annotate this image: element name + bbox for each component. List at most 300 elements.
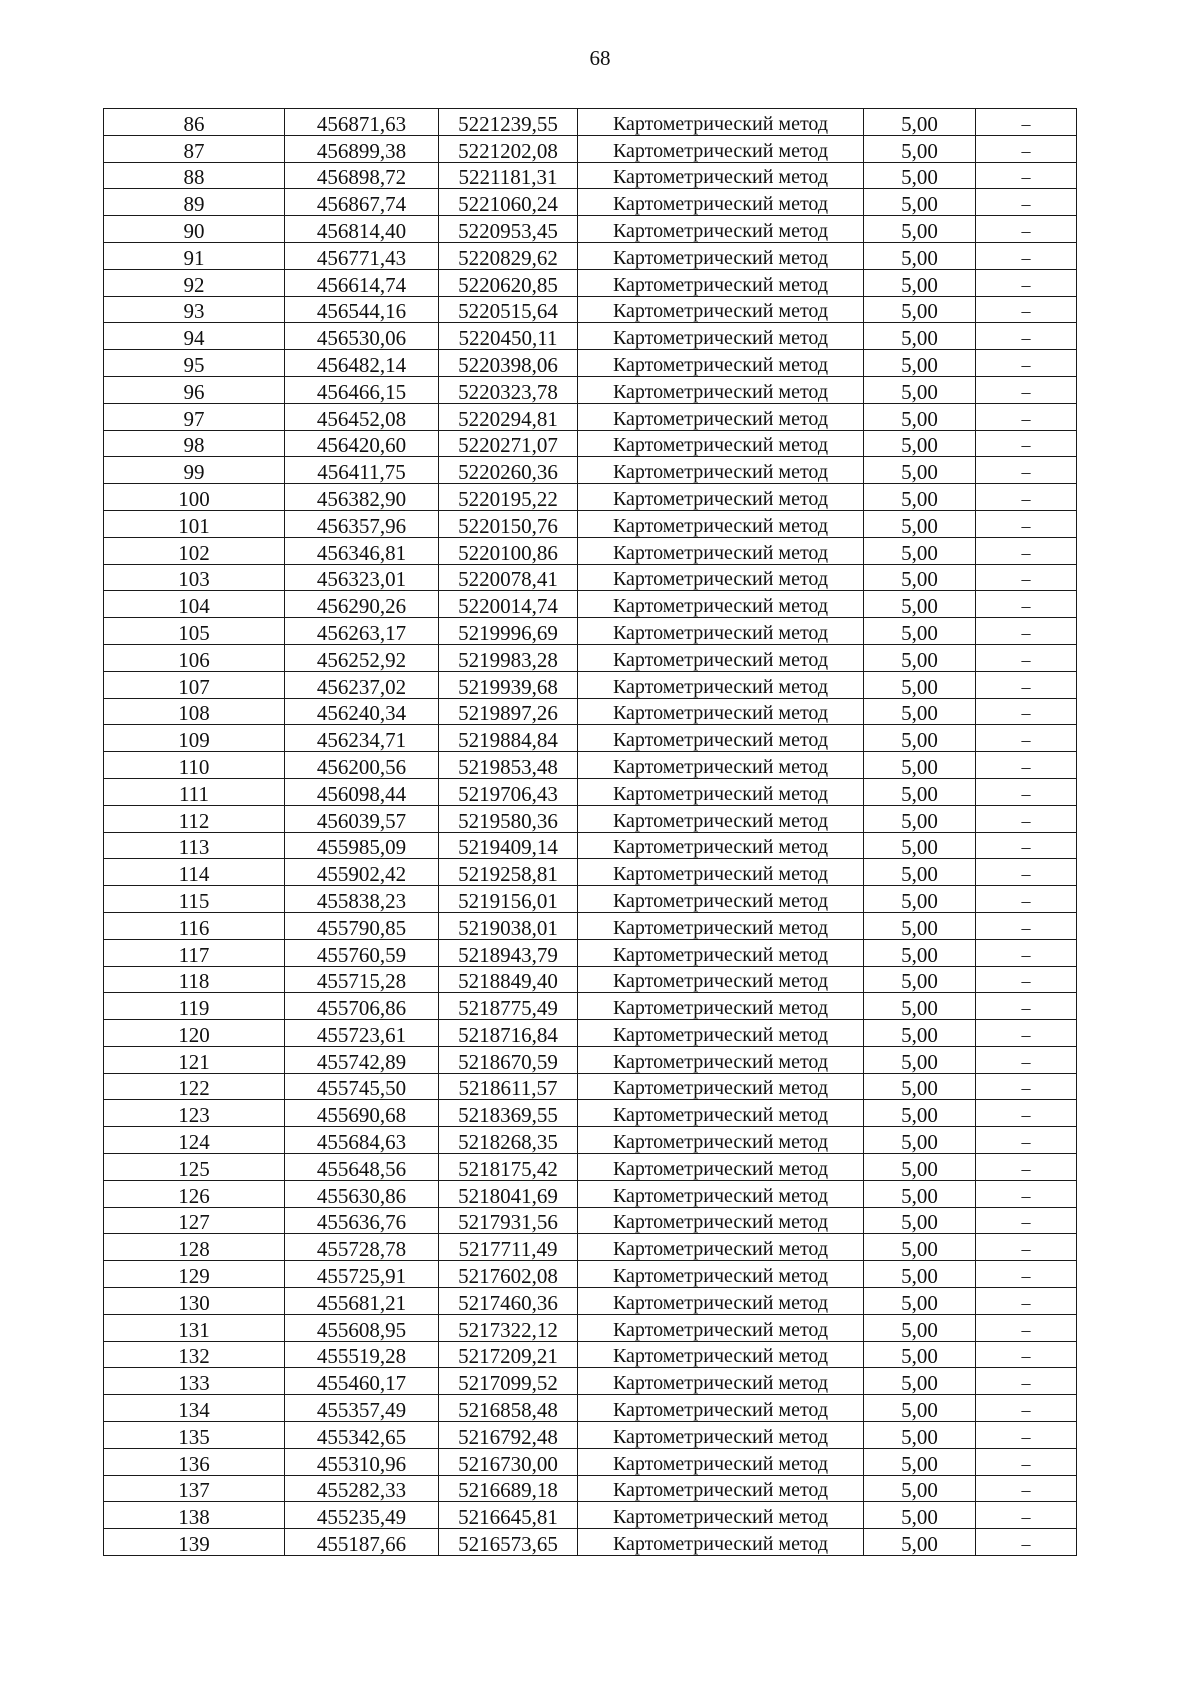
y-coordinate-cell: 5216730,00	[439, 1448, 578, 1475]
method-cell: Картометрический метод	[578, 1154, 864, 1181]
table-row	[104, 1448, 1077, 1475]
y-coordinate-cell: 5218268,35	[439, 1127, 578, 1154]
table-row	[104, 1073, 1077, 1100]
method-cell: Картометрический метод	[578, 966, 864, 993]
x-coordinate-cell: 455706,86	[285, 993, 439, 1020]
method-cell: Картометрический метод	[578, 350, 864, 377]
point-number-cell: 127	[104, 1207, 285, 1234]
method-cell: Картометрический метод	[578, 1261, 864, 1288]
point-number-cell: 123	[104, 1100, 285, 1127]
x-coordinate-cell: 456346,81	[285, 537, 439, 564]
method-cell: Картометрический метод	[578, 1368, 864, 1395]
table-row	[104, 698, 1077, 725]
note-cell: –	[976, 1395, 1077, 1422]
note-cell: –	[976, 1448, 1077, 1475]
y-coordinate-cell: 5220450,11	[439, 323, 578, 350]
accuracy-cell: 5,00	[864, 805, 976, 832]
coordinates-table	[103, 108, 1077, 1556]
table-row	[104, 1422, 1077, 1449]
note-cell: –	[976, 1529, 1077, 1556]
method-cell: Картометрический метод	[578, 698, 864, 725]
table-row	[104, 296, 1077, 323]
point-number-cell: 90	[104, 216, 285, 243]
table-row	[104, 859, 1077, 886]
accuracy-cell: 5,00	[864, 966, 976, 993]
y-coordinate-cell: 5220515,64	[439, 296, 578, 323]
x-coordinate-cell: 455681,21	[285, 1288, 439, 1315]
y-coordinate-cell: 5220195,22	[439, 484, 578, 511]
point-number-cell: 118	[104, 966, 285, 993]
y-coordinate-cell: 5219983,28	[439, 644, 578, 671]
accuracy-cell: 5,00	[864, 912, 976, 939]
x-coordinate-cell: 456357,96	[285, 510, 439, 537]
x-coordinate-cell: 455310,96	[285, 1448, 439, 1475]
point-number-cell: 98	[104, 430, 285, 457]
point-number-cell: 108	[104, 698, 285, 725]
note-cell: –	[976, 350, 1077, 377]
point-number-cell: 126	[104, 1180, 285, 1207]
x-coordinate-cell: 456098,44	[285, 778, 439, 805]
point-number-cell: 93	[104, 296, 285, 323]
page-number: 68	[589, 46, 611, 70]
point-number-cell: 113	[104, 832, 285, 859]
note-cell: –	[976, 135, 1077, 162]
note-cell: –	[976, 216, 1077, 243]
table-row	[104, 1502, 1077, 1529]
accuracy-cell: 5,00	[864, 1207, 976, 1234]
point-number-cell: 114	[104, 859, 285, 886]
point-number-cell: 95	[104, 350, 285, 377]
x-coordinate-cell: 456323,01	[285, 564, 439, 591]
point-number-cell: 132	[104, 1341, 285, 1368]
accuracy-cell: 5,00	[864, 993, 976, 1020]
x-coordinate-cell: 455742,89	[285, 1046, 439, 1073]
accuracy-cell: 5,00	[864, 671, 976, 698]
x-coordinate-cell: 456530,06	[285, 323, 439, 350]
note-cell: –	[976, 1288, 1077, 1315]
y-coordinate-cell: 5220323,78	[439, 376, 578, 403]
table-row	[104, 537, 1077, 564]
accuracy-cell: 5,00	[864, 403, 976, 430]
y-coordinate-cell: 5219884,84	[439, 725, 578, 752]
note-cell: –	[976, 376, 1077, 403]
table-row	[104, 484, 1077, 511]
table-row	[104, 1020, 1077, 1047]
point-number-cell: 106	[104, 644, 285, 671]
accuracy-cell: 5,00	[864, 1127, 976, 1154]
note-cell: –	[976, 1341, 1077, 1368]
y-coordinate-cell: 5218716,84	[439, 1020, 578, 1047]
y-coordinate-cell: 5220620,85	[439, 269, 578, 296]
x-coordinate-cell: 455790,85	[285, 912, 439, 939]
note-cell: –	[976, 912, 1077, 939]
y-coordinate-cell: 5221060,24	[439, 189, 578, 216]
x-coordinate-cell: 456814,40	[285, 216, 439, 243]
method-cell: Картометрический метод	[578, 644, 864, 671]
y-coordinate-cell: 5218849,40	[439, 966, 578, 993]
point-number-cell: 138	[104, 1502, 285, 1529]
x-coordinate-cell: 456867,74	[285, 189, 439, 216]
accuracy-cell: 5,00	[864, 698, 976, 725]
y-coordinate-cell: 5219996,69	[439, 618, 578, 645]
accuracy-cell: 5,00	[864, 350, 976, 377]
point-number-cell: 134	[104, 1395, 285, 1422]
y-coordinate-cell: 5218041,69	[439, 1180, 578, 1207]
table-row	[104, 457, 1077, 484]
note-cell: –	[976, 1475, 1077, 1502]
method-cell: Картометрический метод	[578, 671, 864, 698]
y-coordinate-cell: 5216645,81	[439, 1502, 578, 1529]
method-cell: Картометрический метод	[578, 162, 864, 189]
note-cell: –	[976, 1207, 1077, 1234]
method-cell: Картометрический метод	[578, 537, 864, 564]
accuracy-cell: 5,00	[864, 376, 976, 403]
point-number-cell: 130	[104, 1288, 285, 1315]
method-cell: Картометрический метод	[578, 725, 864, 752]
accuracy-cell: 5,00	[864, 1368, 976, 1395]
x-coordinate-cell: 456382,90	[285, 484, 439, 511]
x-coordinate-cell: 456452,08	[285, 403, 439, 430]
y-coordinate-cell: 5218175,42	[439, 1154, 578, 1181]
x-coordinate-cell: 455745,50	[285, 1073, 439, 1100]
method-cell: Картометрический метод	[578, 269, 864, 296]
table-row	[104, 1046, 1077, 1073]
table-row	[104, 886, 1077, 913]
accuracy-cell: 5,00	[864, 564, 976, 591]
method-cell: Картометрический метод	[578, 993, 864, 1020]
x-coordinate-cell: 455187,66	[285, 1529, 439, 1556]
accuracy-cell: 5,00	[864, 1422, 976, 1449]
point-number-cell: 116	[104, 912, 285, 939]
point-number-cell: 102	[104, 537, 285, 564]
y-coordinate-cell: 5218369,55	[439, 1100, 578, 1127]
accuracy-cell: 5,00	[864, 135, 976, 162]
x-coordinate-cell: 455648,56	[285, 1154, 439, 1181]
table-row	[104, 752, 1077, 779]
x-coordinate-cell: 456898,72	[285, 162, 439, 189]
method-cell: Картометрический метод	[578, 564, 864, 591]
table-row	[104, 1475, 1077, 1502]
table-row	[104, 1395, 1077, 1422]
method-cell: Картометрический метод	[578, 403, 864, 430]
accuracy-cell: 5,00	[864, 1448, 976, 1475]
accuracy-cell: 5,00	[864, 1020, 976, 1047]
x-coordinate-cell: 456290,26	[285, 591, 439, 618]
y-coordinate-cell: 5218775,49	[439, 993, 578, 1020]
note-cell: –	[976, 966, 1077, 993]
x-coordinate-cell: 456482,14	[285, 350, 439, 377]
note-cell: –	[976, 1261, 1077, 1288]
accuracy-cell: 5,00	[864, 189, 976, 216]
table-row	[104, 109, 1077, 136]
point-number-cell: 133	[104, 1368, 285, 1395]
accuracy-cell: 5,00	[864, 886, 976, 913]
table-row	[104, 189, 1077, 216]
table-row	[104, 1341, 1077, 1368]
x-coordinate-cell: 456466,15	[285, 376, 439, 403]
x-coordinate-cell: 455608,95	[285, 1314, 439, 1341]
x-coordinate-cell: 456240,34	[285, 698, 439, 725]
y-coordinate-cell: 5217460,36	[439, 1288, 578, 1315]
method-cell: Картометрический метод	[578, 591, 864, 618]
y-coordinate-cell: 5219897,26	[439, 698, 578, 725]
y-coordinate-cell: 5216689,18	[439, 1475, 578, 1502]
note-cell: –	[976, 1100, 1077, 1127]
note-cell: –	[976, 1502, 1077, 1529]
note-cell: –	[976, 644, 1077, 671]
table-row	[104, 510, 1077, 537]
x-coordinate-cell: 455902,42	[285, 859, 439, 886]
note-cell: –	[976, 189, 1077, 216]
y-coordinate-cell: 5220100,86	[439, 537, 578, 564]
table-row	[104, 832, 1077, 859]
method-cell: Картометрический метод	[578, 939, 864, 966]
x-coordinate-cell: 455728,78	[285, 1234, 439, 1261]
accuracy-cell: 5,00	[864, 1261, 976, 1288]
table-row	[104, 1180, 1077, 1207]
x-coordinate-cell: 455235,49	[285, 1502, 439, 1529]
x-coordinate-cell: 456263,17	[285, 618, 439, 645]
note-cell: –	[976, 1154, 1077, 1181]
method-cell: Картометрический метод	[578, 859, 864, 886]
point-number-cell: 101	[104, 510, 285, 537]
x-coordinate-cell: 456899,38	[285, 135, 439, 162]
note-cell: –	[976, 242, 1077, 269]
accuracy-cell: 5,00	[864, 323, 976, 350]
y-coordinate-cell: 5219156,01	[439, 886, 578, 913]
y-coordinate-cell: 5221181,31	[439, 162, 578, 189]
note-cell: –	[976, 457, 1077, 484]
point-number-cell: 136	[104, 1448, 285, 1475]
method-cell: Картометрический метод	[578, 1502, 864, 1529]
method-cell: Картометрический метод	[578, 457, 864, 484]
accuracy-cell: 5,00	[864, 1100, 976, 1127]
accuracy-cell: 5,00	[864, 1314, 976, 1341]
method-cell: Картометрический метод	[578, 805, 864, 832]
note-cell: –	[976, 778, 1077, 805]
note-cell: –	[976, 403, 1077, 430]
method-cell: Картометрический метод	[578, 109, 864, 136]
note-cell: –	[976, 323, 1077, 350]
x-coordinate-cell: 455357,49	[285, 1395, 439, 1422]
table-row	[104, 350, 1077, 377]
x-coordinate-cell: 456234,71	[285, 725, 439, 752]
table-row	[104, 430, 1077, 457]
x-coordinate-cell: 455636,76	[285, 1207, 439, 1234]
point-number-cell: 119	[104, 993, 285, 1020]
table-row	[104, 591, 1077, 618]
point-number-cell: 94	[104, 323, 285, 350]
y-coordinate-cell: 5219939,68	[439, 671, 578, 698]
accuracy-cell: 5,00	[864, 1341, 976, 1368]
x-coordinate-cell: 455460,17	[285, 1368, 439, 1395]
table-row	[104, 1154, 1077, 1181]
method-cell: Картометрический метод	[578, 216, 864, 243]
table-row	[104, 1234, 1077, 1261]
table-row	[104, 1207, 1077, 1234]
point-number-cell: 86	[104, 109, 285, 136]
method-cell: Картометрический метод	[578, 1207, 864, 1234]
note-cell: –	[976, 1422, 1077, 1449]
accuracy-cell: 5,00	[864, 1046, 976, 1073]
point-number-cell: 137	[104, 1475, 285, 1502]
table-row	[104, 1529, 1077, 1556]
table-row	[104, 269, 1077, 296]
table-row	[104, 216, 1077, 243]
y-coordinate-cell: 5220150,76	[439, 510, 578, 537]
y-coordinate-cell: 5218670,59	[439, 1046, 578, 1073]
point-number-cell: 88	[104, 162, 285, 189]
method-cell: Картометрический метод	[578, 510, 864, 537]
method-cell: Картометрический метод	[578, 1529, 864, 1556]
x-coordinate-cell: 455282,33	[285, 1475, 439, 1502]
y-coordinate-cell: 5221202,08	[439, 135, 578, 162]
method-cell: Картометрический метод	[578, 1073, 864, 1100]
accuracy-cell: 5,00	[864, 644, 976, 671]
note-cell: –	[976, 725, 1077, 752]
note-cell: –	[976, 1073, 1077, 1100]
note-cell: –	[976, 430, 1077, 457]
accuracy-cell: 5,00	[864, 296, 976, 323]
y-coordinate-cell: 5219853,48	[439, 752, 578, 779]
note-cell: –	[976, 671, 1077, 698]
method-cell: Картометрический метод	[578, 430, 864, 457]
note-cell: –	[976, 618, 1077, 645]
accuracy-cell: 5,00	[864, 725, 976, 752]
accuracy-cell: 5,00	[864, 510, 976, 537]
point-number-cell: 100	[104, 484, 285, 511]
method-cell: Картометрический метод	[578, 189, 864, 216]
point-number-cell: 112	[104, 805, 285, 832]
note-cell: –	[976, 752, 1077, 779]
method-cell: Картометрический метод	[578, 376, 864, 403]
accuracy-cell: 5,00	[864, 1234, 976, 1261]
note-cell: –	[976, 564, 1077, 591]
point-number-cell: 91	[104, 242, 285, 269]
table-row	[104, 323, 1077, 350]
method-cell: Картометрический метод	[578, 1234, 864, 1261]
y-coordinate-cell: 5217602,08	[439, 1261, 578, 1288]
x-coordinate-cell: 456252,92	[285, 644, 439, 671]
method-cell: Картометрический метод	[578, 135, 864, 162]
accuracy-cell: 5,00	[864, 269, 976, 296]
point-number-cell: 120	[104, 1020, 285, 1047]
x-coordinate-cell: 455630,86	[285, 1180, 439, 1207]
y-coordinate-cell: 5217209,21	[439, 1341, 578, 1368]
point-number-cell: 97	[104, 403, 285, 430]
table-row	[104, 618, 1077, 645]
point-number-cell: 122	[104, 1073, 285, 1100]
y-coordinate-cell: 5218611,57	[439, 1073, 578, 1100]
note-cell: –	[976, 859, 1077, 886]
method-cell: Картометрический метод	[578, 778, 864, 805]
accuracy-cell: 5,00	[864, 939, 976, 966]
table-row	[104, 1261, 1077, 1288]
y-coordinate-cell: 5220953,45	[439, 216, 578, 243]
method-cell: Картометрический метод	[578, 1046, 864, 1073]
note-cell: –	[976, 296, 1077, 323]
x-coordinate-cell: 456871,63	[285, 109, 439, 136]
table-row	[104, 162, 1077, 189]
accuracy-cell: 5,00	[864, 537, 976, 564]
note-cell: –	[976, 1046, 1077, 1073]
y-coordinate-cell: 5217099,52	[439, 1368, 578, 1395]
x-coordinate-cell: 455838,23	[285, 886, 439, 913]
method-cell: Картометрический метод	[578, 1020, 864, 1047]
accuracy-cell: 5,00	[864, 242, 976, 269]
x-coordinate-cell: 455985,09	[285, 832, 439, 859]
accuracy-cell: 5,00	[864, 591, 976, 618]
method-cell: Картометрический метод	[578, 886, 864, 913]
method-cell: Картометрический метод	[578, 1127, 864, 1154]
point-number-cell: 87	[104, 135, 285, 162]
note-cell: –	[976, 591, 1077, 618]
accuracy-cell: 5,00	[864, 430, 976, 457]
method-cell: Картометрический метод	[578, 618, 864, 645]
note-cell: –	[976, 1020, 1077, 1047]
y-coordinate-cell: 5216858,48	[439, 1395, 578, 1422]
method-cell: Картометрический метод	[578, 1422, 864, 1449]
point-number-cell: 104	[104, 591, 285, 618]
y-coordinate-cell: 5217931,56	[439, 1207, 578, 1234]
table-row	[104, 135, 1077, 162]
x-coordinate-cell: 455690,68	[285, 1100, 439, 1127]
accuracy-cell: 5,00	[864, 109, 976, 136]
table-row	[104, 939, 1077, 966]
x-coordinate-cell: 455684,63	[285, 1127, 439, 1154]
accuracy-cell: 5,00	[864, 1073, 976, 1100]
accuracy-cell: 5,00	[864, 1475, 976, 1502]
note-cell: –	[976, 510, 1077, 537]
note-cell: –	[976, 832, 1077, 859]
x-coordinate-cell: 455723,61	[285, 1020, 439, 1047]
x-coordinate-cell: 455519,28	[285, 1341, 439, 1368]
y-coordinate-cell: 5220260,36	[439, 457, 578, 484]
table-row	[104, 671, 1077, 698]
note-cell: –	[976, 269, 1077, 296]
x-coordinate-cell: 456039,57	[285, 805, 439, 832]
method-cell: Картометрический метод	[578, 912, 864, 939]
point-number-cell: 110	[104, 752, 285, 779]
accuracy-cell: 5,00	[864, 1502, 976, 1529]
method-cell: Картометрический метод	[578, 1448, 864, 1475]
accuracy-cell: 5,00	[864, 484, 976, 511]
point-number-cell: 89	[104, 189, 285, 216]
note-cell: –	[976, 805, 1077, 832]
y-coordinate-cell: 5219580,36	[439, 805, 578, 832]
accuracy-cell: 5,00	[864, 1180, 976, 1207]
table-row	[104, 1288, 1077, 1315]
table-row	[104, 912, 1077, 939]
y-coordinate-cell: 5220294,81	[439, 403, 578, 430]
table-row	[104, 1127, 1077, 1154]
point-number-cell: 115	[104, 886, 285, 913]
accuracy-cell: 5,00	[864, 1288, 976, 1315]
note-cell: –	[976, 698, 1077, 725]
accuracy-cell: 5,00	[864, 1529, 976, 1556]
point-number-cell: 117	[104, 939, 285, 966]
note-cell: –	[976, 993, 1077, 1020]
y-coordinate-cell: 5219409,14	[439, 832, 578, 859]
y-coordinate-cell: 5220271,07	[439, 430, 578, 457]
note-cell: –	[976, 484, 1077, 511]
point-number-cell: 124	[104, 1127, 285, 1154]
point-number-cell: 139	[104, 1529, 285, 1556]
point-number-cell: 135	[104, 1422, 285, 1449]
method-cell: Картометрический метод	[578, 1288, 864, 1315]
accuracy-cell: 5,00	[864, 618, 976, 645]
table-row	[104, 564, 1077, 591]
